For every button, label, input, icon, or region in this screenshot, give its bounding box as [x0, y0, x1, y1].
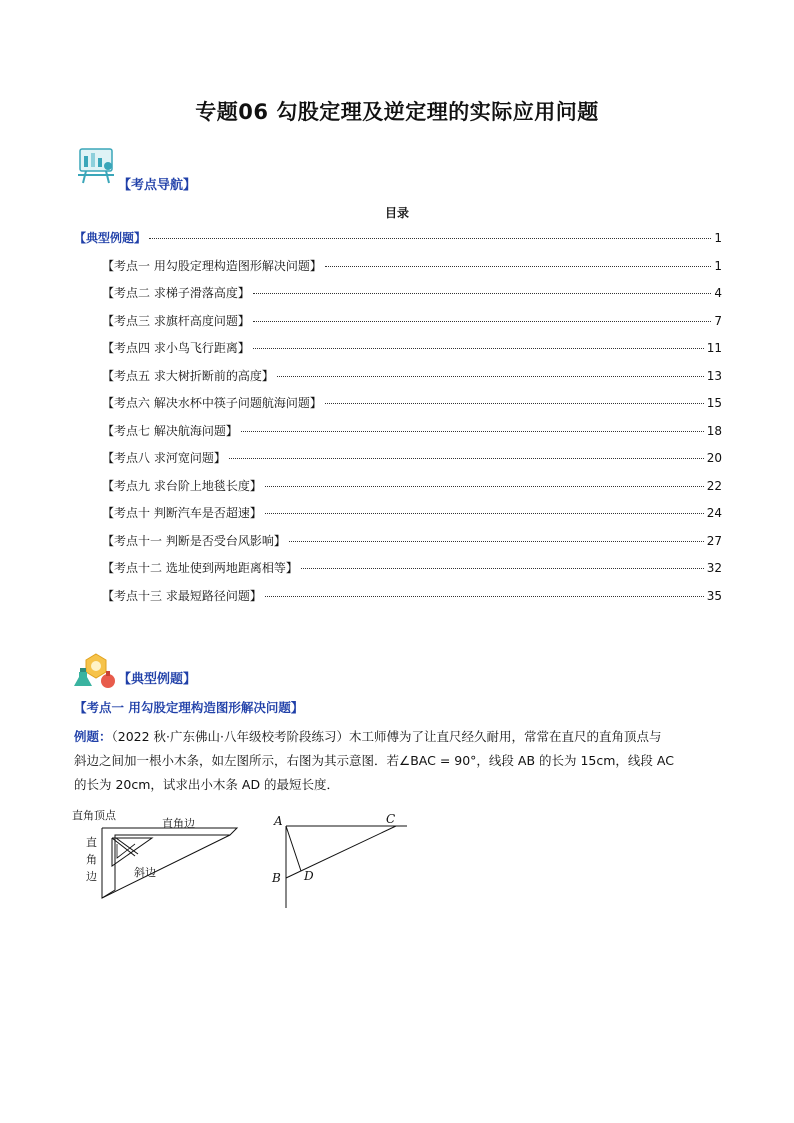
toc-entry-label: 【考点三 求旗杆高度问题】 — [102, 313, 250, 328]
toc-entry-label: 【考点七 解决航海问题】 — [102, 423, 238, 438]
triangle-figure-right — [268, 808, 412, 910]
toc-entry[interactable] — [74, 477, 722, 505]
toc-entry[interactable] — [74, 422, 722, 450]
toc-entry-label: 【考点二 求梯子滑落高度】 — [102, 286, 250, 300]
example-lead: 例题： — [74, 729, 112, 744]
example-line: 的长为 20cm，试求出小木条 AD 的最短长度． — [74, 777, 340, 792]
toc-leader-dots — [277, 376, 704, 377]
teacher-board-icon — [74, 146, 118, 186]
toc-entry[interactable] — [74, 257, 722, 285]
point-C-label: C — [386, 812, 396, 826]
example-line: 斜边之间加一根小木条，如左图所示，右图为其示意图．若∠BAC = 90°，线段 AB 的长为 15cm，线段 AC — [74, 753, 674, 768]
toc-entry-page: 20 — [706, 451, 722, 465]
toc-leader-dots — [241, 431, 704, 432]
table-of-contents — [74, 229, 722, 614]
toc-entry-page: 13 — [706, 368, 722, 383]
toc-leader-dots — [289, 541, 704, 542]
toc-entry-page: 35 — [706, 588, 722, 603]
toc-entry-label: 【考点九 求台阶上地毯长度】 — [102, 478, 262, 493]
example-text — [74, 725, 722, 797]
toc-entry[interactable] — [74, 229, 722, 257]
toc-entry[interactable] — [74, 367, 722, 395]
toc-entry-page: 22 — [706, 478, 722, 493]
toc-entry-page: 7 — [714, 313, 722, 328]
toc-entry-label: 【典型例题】 — [74, 231, 147, 245]
toc-entry[interactable] — [74, 284, 722, 312]
toc-leader-dots — [301, 568, 704, 569]
label-hypotenuse: 斜边 — [134, 866, 156, 879]
toc-entry-label: 【考点十三 求最短路径问题】 — [102, 588, 262, 603]
example-line-text: （2022 秋·广东佛山·八年级校考阶段练习）木工师傅为了让直尺经久耐用，常常在直尺的直角顶点与 — [111, 729, 662, 744]
point-A-label: A — [274, 814, 283, 828]
toc-entry[interactable] — [74, 587, 722, 615]
toc-entry[interactable] — [74, 394, 722, 422]
toc-heading: 目录 — [384, 206, 409, 220]
toc-leader-dots — [265, 596, 704, 597]
toc-leader-dots — [149, 238, 711, 239]
toc-entry[interactable] — [74, 312, 722, 340]
toc-entry-page: 4 — [714, 286, 722, 300]
toc-entry-label: 【考点一 用勾股定理构造图形解决问题】 — [102, 258, 322, 273]
toc-entry-page: 27 — [706, 533, 722, 548]
label-side-edge-3: 边 — [86, 870, 97, 883]
toc-leader-dots — [253, 348, 704, 349]
toc-entry-label: 【考点四 求小鸟飞行距离】 — [102, 341, 250, 355]
toc-entry-label: 【考点五 求大树折断前的高度】 — [102, 368, 274, 383]
examples-section-label: 【典型例题】 — [118, 672, 197, 687]
toc-entry[interactable] — [74, 559, 722, 587]
toc-leader-dots — [253, 293, 712, 294]
toc-leader-dots — [325, 403, 704, 404]
example-line — [74, 725, 722, 749]
label-top-edge: 直角边 — [162, 817, 195, 830]
toc-leader-dots — [229, 458, 704, 459]
chemistry-flask-icon — [74, 650, 118, 690]
ruler-figure-left — [72, 808, 242, 904]
point-D-label: D — [304, 869, 314, 883]
toc-entry-page: 15 — [706, 396, 722, 410]
label-side-edge-1: 直 — [86, 836, 97, 849]
toc-leader-dots — [253, 321, 712, 322]
label-vertex: 直角顶点 — [72, 809, 116, 822]
toc-leader-dots — [265, 513, 704, 514]
toc-entry[interactable] — [74, 449, 722, 477]
point-B-label: B — [272, 871, 281, 885]
toc-entry-page: 11 — [706, 341, 722, 355]
toc-leader-dots — [325, 266, 712, 267]
toc-entry-label: 【考点十 判断汽车是否超速】 — [102, 506, 262, 520]
toc-entry-page: 1 — [714, 258, 722, 273]
point1-title: 【考点一 用勾股定理构造图形解决问题】 — [74, 700, 304, 715]
toc-leader-dots — [265, 486, 704, 487]
toc-entry[interactable] — [74, 504, 722, 532]
document-title: 专题06 勾股定理及逆定理的实际应用问题 — [195, 100, 599, 124]
toc-entry-page: 32 — [706, 561, 722, 575]
toc-entry[interactable] — [74, 532, 722, 560]
toc-entry-label: 【考点十一 判断是否受台风影响】 — [102, 533, 286, 548]
label-side-edge-2: 角 — [86, 853, 97, 866]
toc-entry-page: 18 — [706, 423, 722, 438]
toc-entry-page: 1 — [714, 231, 722, 245]
toc-entry[interactable] — [74, 339, 722, 367]
toc-entry-label: 【考点八 求河宽问题】 — [102, 451, 226, 465]
toc-entry-label: 【考点六 解决水杯中筷子问题航海问题】 — [102, 396, 322, 410]
toc-entry-label: 【考点十二 选址使到两地距离相等】 — [102, 561, 298, 575]
nav-section-label: 【考点导航】 — [118, 178, 197, 193]
toc-entry-page: 24 — [706, 506, 722, 520]
